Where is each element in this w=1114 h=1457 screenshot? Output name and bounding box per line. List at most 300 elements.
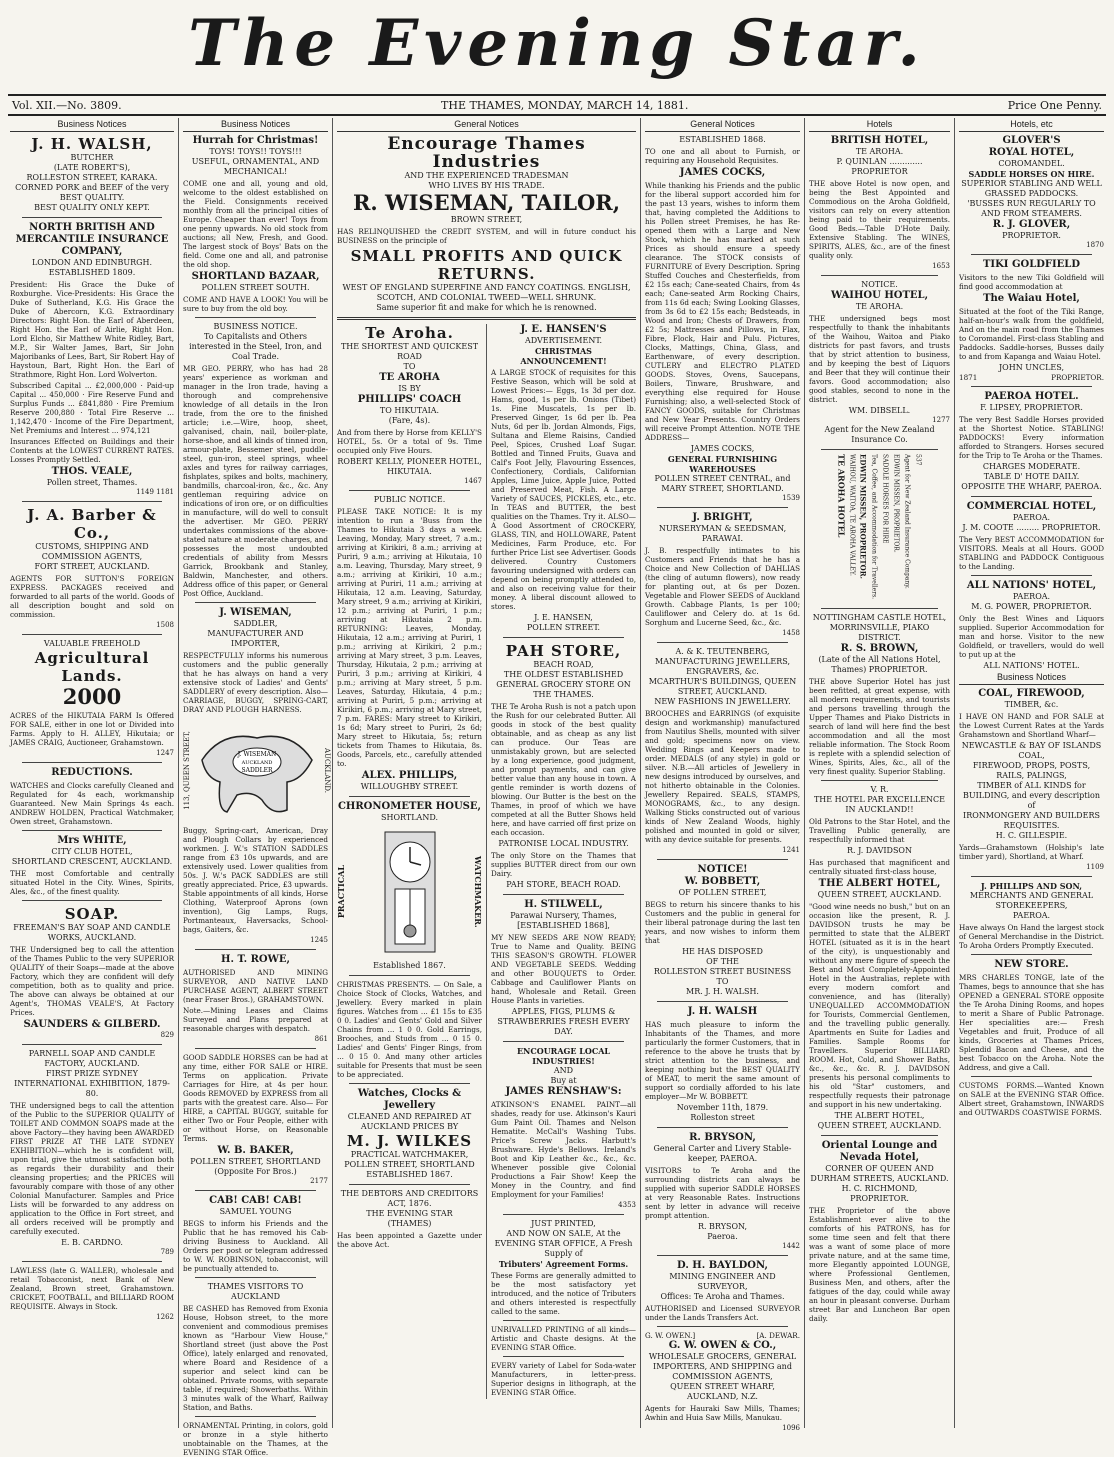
ad-addr: BEACH ROAD, [533,660,594,669]
dateline [8,94,1106,116]
ad-number: 4353 [618,1201,636,1209]
ad-sub: (Late of the All Nations Hotel, Thames) PROPRIETOR. [818,655,941,674]
ad-body: The only Store on the Thames that supplies BUTTER direct from our own Dairy. [491,851,636,878]
column-5 [804,118,954,1428]
column-6 [954,118,1108,1428]
ad-sub: NEWCASTLE & BAY OF ISLANDS COAL, [961,741,1102,760]
ad-body: J. B. respectfully intimates to his Customers and Friends that he has a Choice and New Collection of DAHLIAS (the cling of autumn flowers), now ready for planting out, at 6s per Dozen. Vegetable and Flower SEEDS of Auckland Growth. Cabbage Plants, 1s per 100; Cauliflower and Celery do. at 1s 6d. Sorghum and Lucerne Seed, &c., &c. [645,546,800,627]
ad-title: SMALL PROFITS AND QUICK RETURNS. [350,247,623,283]
volume-number: Vol. XII.—No. 3809. [12,98,122,112]
ad-body: BE CASHED has Removed from Exonia House, Hobson street, to the more convenient and commodious premises known as "Harbour View House," Shortland street (just above the Post Office), lately enlarged and renovated, where Board and Residence of a superior and select kind can be obtained. Private rooms, with separate table, if required; Showerbaths. Within 3 minutes walk of the Wharf, Railway Station, and Baths. [183,1304,328,1412]
ad-title: REDUCTIONS. [51,767,133,778]
ad-sub: [ESTABLISHED 1868], [517,921,610,930]
ad-sub: OPPOSITE THE WHARF, PAEROA. [961,482,1102,491]
ad-sub: ESTABLISHED 1809. [48,268,136,277]
ad-body: MY NEW SEEDS ARE NOW READY; True to Name and Quality. BEING THIS SEASON'S GROWTH. FLOWER AND VEGETABLE SEEDS. Wedding and other BOUQUETS to Order. Cabbage and Cauliflower Plants on hand, Wholesale and Retail. Green House Plants in varieties. [491,933,636,1005]
ad-sub: CHARGES MODERATE. [982,462,1081,471]
ad-body: BROOCHES and EARRINGS (of exquisite design and workmanship) manufactured from Nautilus Shells, mounted with silver and gold; specimens now on view. Wedding Rings and Keepers made to order. MEDALS (of any style) in gold or silver. N.B.—All articles of Jewellery in new designs introduced by ourselves, and not hitherto obtainable in the Colonies. Jewellery Repaired. SEALS, STAMPS, MONOGRAMS, &c., to any design. Walking Sticks constructed out of various kinds of New Zealand Woods, highly polished and mounted in gold or silver, with any device suitable for presents. [645,709,800,844]
ad-date: November 11th, 1879. [676,1103,769,1112]
rotated-line: WAIHOU, WAITOA, TE AROHA VALLEY. [848,454,856,576]
ad-body: THE Proprietor of the above Establishment ever alive to the comforts of his PATRONS, has for some time seen and felt that there was a want of some place of more private nature, and at the same time, more Elegantly appointed LOUNGE, where Professional Gentlemen, Business Men, and others, after the fatigues of the day, could while away an hour in pleasant converse. Durham street Bar and Luncheon Bar open daily. [809,1206,950,1323]
ad-sub: MR. J. H. WALSH. [686,987,759,996]
ad-big-number: 2000 [62,684,122,709]
ad-sub: PROPRIETOR. [1051,373,1104,382]
rotated-line: Tea, Coffee, and Accommodation for Travellers. [870,454,878,600]
ad-sub: ESTABLISHED 1868. [679,135,766,144]
ad-body: Subscribed Capital ... £2,000,000 · Paid-up Capital ... 450,000 · Fire Reserve Fund and Surplus Funds ... £841,880 · Fire Premium Reserve 200,880 · Total Fire Reserve ... 1,142,470 · Income of the Fire Department, Net Premiums and Interest ... 974,121 [10,381,174,435]
ad-sub: FIREWOOD, PROPS, POSTS, RAILS, PALINGS, [972,761,1091,780]
ad-sig: SHORTLAND BAZAAR, [191,271,320,282]
ad-title: J. H. WALSH [687,1006,758,1017]
ad-body: Situated at the foot of the Tiki Range, half-an-hour's walk from the goldfield, And on the main road from the Thames to Coromandel. First-class Stabling and Paddocks. Saddle-horses, Busses daily to and from Kapanga and Waiau Hotel. [959,307,1104,361]
ad-addr: PAEROA. [1012,513,1051,522]
ad-title: Mrs WHITE, [57,835,127,846]
ad-sub: IRONMONGERY AND BUILDERS REQUISITES. [963,811,1100,830]
ad-sub: 'BUSSES RUN REGULARLY TO AND FROM STEAMERS. [967,199,1096,218]
ad-sub: Agent for the New Zealand Insurance Co. [824,425,935,444]
ad-addr: PAEROA. [1012,911,1051,920]
ad-sub: PROPRIETOR. [1002,231,1061,240]
ad-number: 1109 [1086,863,1104,871]
rotated-line: TE AROHA HOTEL [836,454,847,538]
ad-body: ORNAMENTAL Printing, in colors, gold or bronze in a style hitherto unobtainable on the Thames, at the EVENING STAR Office. [183,1421,328,1457]
ad-sub: FREEMAN'S BAY SOAP AND CANDLE WORKS, AUCKLAND. [13,923,171,942]
ad-sub: THE SHORTEST AND QUICKEST ROAD [340,342,479,361]
ad-sig: ROBERT KELLY, PIONEER HOTEL, HIKUTAIA. [337,457,482,476]
ad-number: 1096 [782,1424,800,1432]
ad-title: R. BRYSON, [689,1132,756,1143]
column-1 [6,118,178,1428]
ad-sub: TIMBER of ALL KINDS for BUILDING, and every description of [962,781,1100,810]
ad-sub: LONDON AND EDINBURGH. [31,258,153,267]
ad-body: Note.—Mining Leases and Claims Surveyed and Plans prepared at reasonable charges with despatch. [183,1006,328,1033]
ad-body: THE Te Aroha Rush is not a patch upon the Rush for our celebrated Butter. All goods in stock of the best quality obtainable, and as cheap as any list can produce. Our Teas are unmistakably grown, but are selected by a long experience, good judgment, and prompt payments, and can give better value than any house in town. A gentle reminder is worth dozens of blowing. Our Butter is the best on the Thames, in proof of which we have competed at all the Butter Shows held here, and have carried off first prize on each occasion. [491,702,636,837]
ad-addr: TE AROHA. [855,147,904,156]
ad-title: Tributers' Agreement Forms. [498,1259,629,1269]
ad-body: ACRES of the HIKUTAIA FARM Is Offered FOR SALE, either in one lot or Divided into Farms. Apply to H. ALLEY, Hikutaia; or JAMES CRAIG, Auctioneer, Grahamstown. [10,711,174,747]
ad-addr: POLLEN STREET. [526,623,601,632]
ad-sub: M. G. POWER, PROPRIETOR. [971,602,1092,611]
ad-number: 1467 [464,477,482,485]
ad-tag: BEST QUALITY ONLY KEPT. [34,203,150,212]
ad-body: CHRISTMAS PRESENTS. — On Sale, a Choice Stock of Clocks, Watches, and Jewellery. Every marked in plain figures. Watches from ... £1 15s to £35 0 0. Ladies' and Gents' Gold and Silver Chains from ... 1 0 0. Gold Earrings, Brooches, and Studs from ... 0 15 0. Ladies' and Gents' Finger Rings, from ... 0 15 0. And many other articles suitable for Presents that must be seen to be appreciated. [337,980,482,1079]
ad-body: A LARGE STOCK of requisites for this Festive Season, which will be sold at Lowest Prices:— Eggs, 1s 3d per doz. Hams, good, 1s per lb. Onions (Tibet) 1s. Fine Muscatels, 1s per lb. Preserved Ginger, 1s 6d per lb. Pea Nuts, 6d per lb. Jordan Almonds, Figs, Sultana and Eleme Raisins, Candied Peel, Spices, Crushed Loaf Sugar. Bottled and Tinned Fruits, Guava and Calf's Foot Jelly, Flavouring Essences, Confectionery, Cordials, Californian Apples, Lime Juice, Apple Juice, Potted and Preserved Meat, Fish. A Large Variety of SAUCES, PICKLES, etc., etc. In TEAS and BUTTER, the best qualities on the Thames. Try it. ALSO— A Good Assortment of CROCKERY, GLASS, TIN, and HOLLOWARE, Patent Medicines, Farm Produce, etc. For further Price List see Advertiser. Goods delivered. Country Customers favouring undersigned with orders can depend on being promptly attended to, and also on receiving value for their money. A liberal discount allowed to stores. [491,368,636,611]
ad-body: PLEASE TAKE NOTICE: It is my intention to run a 'Buss from the Thames to Hikutaia 3 days a week. Leaving, Monday, Mary street, 7 a.m.; arriving at Kirikiri, 8 a.m.; arriving at Puriri, 9 a.m.; arriving at Hikutaia, 10 a.m. Leaving, Thursday, Mary street, 9 a.m.; arriving at Kirikiri, 10 a.m.; arriving at Puriri, 11 a.m.; arriving at Hikutaia, 12 a.m. Leaving, Saturday, Mary street, 9 a.m.; arriving at Kirikiri, 12 p.m.; arriving at Puriri, 1 p.m.; arriving at Hikutaia 2 p.m. RETURNING: Leaves, Monday, Hikutaia, 12 a.m.; arriving at Puriri, 1 p.m.; arriving at Kirikiri, 2 p.m.; arriving at Mary street, 3 p.m. Leaves, Thursday, Hikutaia, 2 p.m.; arriving at Puriri, 3 p.m.; arriving at Kirikiri, 4 p.m.; arriving at Mary street, 5 p.m. Leaves, Saturday, Hikutaia, 4 p.m.; arriving at Puriri, 5 p.m.; arriving at Kirikiri, 6 p.m.; arriving at Mary street, 7 p.m. FARES: Mary street to Kirikiri, 1s 6d; Mary street to Puriri, 2s 6d; Mary street to Hikutaia, 5s; return tickets from Thames to Hikutaia, 8s. Goods, Parcels, etc., carefully attended to. [337,507,482,768]
ad-sig: R. J. DAVIDSON [847,846,912,855]
ad-title: R. S. BROWN, [840,643,919,654]
ad-title: NORTH BRITISH AND MERCANTILE INSURANCE COMPANY, [15,222,169,257]
ad-title: PAH STORE, [505,642,622,660]
ad-sub: ROLLESTON STREET BUSINESS [653,967,792,976]
ad-body: HAS much pleasure to inform the Inhabitants of the Thames, and more particularly the former Customers, that in reference to the above he trusts that by strict attention to the business, and keeping nothing but the BEST QUALITY of MEAT, to merit the same amount of support so cordially afforded to his late employer—Mr W. BOBBETT. [645,1020,800,1101]
ad-sub: To Capitalists and Others interested in the Steel, Iron, and Coal Trade. [189,332,322,361]
ad-number: 1871 [959,373,978,382]
ad-number: 1241 [782,846,800,854]
ad-addr: PAEROA. [1012,592,1051,601]
owen-partners [645,1331,800,1340]
ad-body: These Forms are generally admitted to be the most satisfactory yet introduced, and the notice of Tributers and others interested is respectfully called to the same. [491,1271,636,1316]
column-3 [332,118,640,1428]
ad-title: W. BOBBETT, [684,876,761,887]
ad-sub: ADVERTISEMENT. [524,336,603,345]
ad-title: D. H. BAYLDON, [677,1260,768,1271]
ad-body: BEGS to return his sincere thanks to his Customers and the public in general for their liberal patronage during the last ten years, and now wishes to inform them that [645,900,800,945]
ad-title: COMMERCIAL HOTEL, [966,501,1097,512]
ad-sub: CUSTOMS, SHIPPING AND COMMISSION AGENTS, [35,542,149,561]
ad-addr: WILLOUGHBY STREET. [360,782,459,791]
ad-number: 861 [314,1035,328,1043]
clock-left-label: PRACTICAL [336,865,346,919]
ad-body: MRS CHARLES TONGE, late of the Thames, begs to announce that she has OPENED a GENERAL STORE opposite the Te Aroha Dining Rooms, and hopes to merit a Share of Public Patronage. Her specialities are:— Fresh Vegetables and fruit, Produce of all kinds, Groceries at Thames Prices, Splendid Bacon and Cheese, and the best Tobacco on the Aroha. Note the Address, and give a Call. [959,973,1104,1072]
ad-number: 1539 [782,494,800,502]
ad-sub: PATRONISE LOCAL INDUSTRY. [498,839,629,848]
ad-partner: [A. DEWAR. [756,1331,800,1340]
ad-title: PUBLIC NOTICE. [373,495,446,504]
ad-sub: (THAMES) [387,1219,432,1228]
ad-sub: NOTICE. [861,280,898,289]
ad-body: RESPECTFULLY informs his numerous customers and the public generally that he has always on hand a very extensive stock of Ladies' and Gents' SADDLERY of every description. Also—CARRIAGE, BUGGY, SPRING-CART, DRAY AND PLOUGH HARNESS. [183,651,328,714]
ad-body: CORNED PORK and BEEF of the very BEST QUALITY. [15,183,169,202]
ad-body: President: His Grace the Duke of Roxburghe. Vice-Presidents: His Grace the Duke of Sutherland, K.G. His Grace the Duke of Abercorn, K.G. Extraordinary Directors: Right Hon. the Earl of Aberdeen, Right Hon. the Earl of Airlie, Right Hon. Lord Elcho, Sir Matthew White Ridley, Bart, M.P., Sir Walter James, Bart, Sir John Majoribanks of Lees, Bart, Sir Robert Hay of Haystoun, Bart, Right Hon. the Earl of Strathmore, Right Hon. Lord Wolverton. [10,280,174,379]
ad-sub: V. R. [870,785,889,794]
ad-body: Buggy, Spring-cart, American, Dray and Plough Collars by experienced workmen. J. W.'s STATION SADDLES range from £3 10s upwards, and are extensively used. Lower qualities from 50s. J. W.'s PACK SADDLES are still greatly appreciated. Price, £3 upwards. Stable appointments of all kinds, Horse Clothing, Waterproof Aprons (own invention), Gig Lamps, Rugs, Portmanteaux, Haversacks, School-bags, Gaiters, &c. [183,826,328,934]
ad-body: The very Best Saddle Horses provided at the Shortest Notice. STABLING! PADDOCKS! Every information afforded to Strangers. Horses secured for the Trip to Te Aroha or the Thames. [959,415,1104,460]
ad-sub: TABLE D' HOTE DAILY. [983,472,1080,481]
ad-title: M. J. WILKES [346,1132,473,1150]
ad-sub: WHOLESALE GROCERS, GENERAL IMPORTERS, AND SHIPPING and COMMISSION AGENTS, [648,1352,797,1381]
columns [6,118,1108,1457]
ad-sig: THOS. VEALE, [51,466,133,477]
ad-sub: AND THE EXPERIENCED TRADESMAN [404,171,569,180]
ad-sig: R. BRYSON, [697,1222,748,1231]
ad-title: J. E. HANSEN'S [520,324,607,335]
ad-body: Agents for Hauraki Saw Mills, Thames; Awhin and Huia Saw Mills, Manukau. [645,1404,800,1422]
ad-body: AGENTS FOR SUTTON'S FOREIGN EXPRESS. PACKAGES received and forwarded to all parts of the world. Goods of all description bought and sold on commission. [10,574,174,619]
ad-title: J. PHILLIPS AND SON, [980,881,1083,891]
ad-body: MR GEO. PERRY, who has had 28 years' experience as workman and manager in the Iron trade, having a thorough and comprehensive knowledge of all details in the Iron trade, from the ore to the finished article; i.e.—Wire, hoop, sheet, galvanised, chain, nail, boiler-plate, horse-shoe, and all kinds of tinned iron, armour-plate, Bessemer steel, puddle-steel, gun-iron, steel springs, wheel axles and tyres for railway carriages, fishplates, spikes and bolts, machinery, bandmills, charcoal-iron, &c., &c. Any gentleman requiring advice on indications of iron ore, or on difficulties in manufacture, will do well to consult the advertiser. Mr GEO. PERRY undertakes commissions of the above-stated nature at moderate charges, and possesses the most undoubted credentials of ability from Messrs Garrick, Brookbank and Stanley, Baldwin, Manchester, and others. Address office of this paper, or General Post Office, Auckland. [183,364,328,598]
ad-sub: PRACTICAL WATCHMAKER, [350,1150,469,1159]
ad-title: J. A. Barber & Co., [27,506,157,542]
ad-title: The Waiau Hotel, [983,293,1080,304]
ad-title: ENCOURAGE LOCAL INDUSTRIES! [516,1046,611,1066]
column-3-left [337,324,482,1399]
ad-body: Insurances Effected on Buildings and their Contents at the LOWEST CURRENT RATES. Losses Promptly Settled. [10,437,174,464]
ad-title: ROYAL HOTEL, [988,147,1075,158]
ad-sub: MERCHANTS AND GENERAL STOREKEEPERS, [969,891,1094,910]
ad-addr: Rolleston street [690,1113,755,1122]
saddle-mark-2: AUCKLAND [241,760,273,766]
ad-title: WAIHOU HOTEL, [830,290,929,301]
saddle-mark-1: J. WISEMAN [237,751,277,758]
ad-sig: H. C. GILLESPIE. [995,831,1068,840]
ad-title: Hurrah for Christmas! [192,135,319,146]
ad-sub: WHO LIVES BY HIS TRADE. [428,181,545,190]
ad-body: BEGS to inform his Friends and the Public that he has removed his Cab-driving Business to Auckland. All Orders per post or telegram addressed to W. W. ROBINSON, tobacconist, will be punctually attended to. [183,1219,328,1273]
ad-number: 1277 [932,416,950,424]
ad-body: GOOD SADDLE HORSES can be had at any time, either FOR SALE or HIRE. Terms on application. Private Carriages for Hire, at 4s per hour. Goods REMOVED by EXPRESS from all parts with the greatest care. Also— For HIRE, a CAPITAL BUGGY, suitable for either Two or Four People, either with or without Horse, on Reasonable Terms. [183,1053,328,1143]
ad-addr: CORNER OF QUEEN AND DURHAM STREETS, AUCKLAND. [810,1164,949,1183]
column-2 [178,118,332,1457]
ad-sub: TO [716,977,729,986]
saddle-illustration [183,716,331,824]
ad-sub: CLEANED AND REPAIRED AT AUCKLAND PRICES BY [347,1112,472,1131]
column-header: Business Notices [959,671,1104,685]
ad-body: WATCHES and Clocks carefully Cleaned and Regulated for 4s each, workmanship Guaranteed. New Main Springs 4s each. ANDREW HOLDEN, Practical Watchmaker, Owen street, Grahamstown. [10,781,174,826]
ad-title: ALL NATIONS' HOTEL, [966,580,1097,591]
ad-sub: Same superior fit and make for which he is renowned. [376,303,597,312]
ad-title: JAMES COCKS, [679,167,766,178]
ad-title: TE AROHA [379,372,440,383]
column-header: Business Notices [10,118,174,132]
ad-title: JAMES RENSHAW'S: [505,1086,622,1097]
ad-body: THE above Superior Hotel has just been refitted, at great expense, with all modern requirements, and tourists and persons travelling through the Upper Thames and Piako Districts in search of land will here find the best accommodation and all the most reliable information. The Stock Room is replete with a splendid selection of Wines, Spirits, Ales, &c., all of the very finest quality. Superior Stabling. [809,677,950,776]
price: Price One Penny. [1007,98,1102,112]
ad-sub: AND [553,1066,574,1075]
ad-addr: QUEEN STREET WHARF, AUCKLAND, N.Z. [670,1382,775,1401]
rotated-line: Agent for New Zealand Insurance Company. [903,454,911,589]
ad-body: LAWLESS (late G. WALLER), wholesale and retail Tobacconist, next Bank of New Zealand, Brown street, Grahamstown. CRICKET, FOOTBALL, and BILLIARD ROOM REQUISITE. Always in Stock. [10,1266,174,1311]
ad-sub: VALUABLE FREEHOLD [43,639,141,648]
ad-sub: HE HAS DISPOSED [682,947,763,956]
ad-body: And from there by Horse from KELLY'S HOTEL, 5s. Or a total of 9s. Time occupied only Five Hours. [337,428,482,455]
ad-number: 1442 [782,1242,800,1250]
ad-number: 1245 [310,936,328,944]
rotated-line: EDWIN MISSEN, PROPRIETOR. [892,454,900,553]
ad-body: "Good wine needs no bush," but on an occasion like the present, R. J. DAVIDSON trusts he may be permitted to state that the ALBERT HOTEL (situated as it is in the heart of the city), is unquestionably and without any mere figure of speech the Best and Most Completely-Appointed Hotel in the Australias, replete with every modern comfort and convenience, and has (literally) UNEQUALLED ACCOMMODATION for Tourists, Commercial Gentlemen, and the travelling public generally. Apartments en Suite for Ladies and Families. Sample Rooms for Travellers. Superior BILLIARD ROOM. Hot, Cold, and Shower Baths, &c., &c., &c. R. J. DAVIDSON presents his personal compliments to his old "Star" customers, and respectfully requests their patronage and support in his new undertaking. [809,902,950,1109]
ad-addr: BROWN STREET, [450,215,523,224]
ad-title: THE DEBTORS AND CREDITORS ACT, 1876. [340,1189,479,1208]
ad-addr: SHORTLAND CRESCENT, AUCKLAND. [11,857,173,866]
ad-sub: (LATE ROBERT'S), [53,163,131,172]
ad-title: G. W. OWEN & CO., [668,1340,777,1351]
ad-sig: R. J. GLOVER, [992,219,1071,230]
ad-sub: General Carter and Livery Stable-keeper, PAEROA. [653,1144,792,1163]
ad-body: I HAVE ON HAND and FOR SALE at the Lowest Current Rates at the Yards Grahamstown and Shortland Wharf— [959,712,1104,739]
column-header: General Notices [337,118,636,132]
ad-title: NOTTINGHAM CASTLE HOTEL, [812,613,947,622]
ad-title: J. H. WALSH, [31,135,153,153]
ad-body: THE undersigned begs to call the attention of the Public to the SUPERIOR QUALITY of TOILET AND COMMON SOAPS made at the above Factory—they having been AWARDED FIRST PRIZE AT THE LATE SYDNEY EXHIBITION—which he is confident will, upon trial, give the utmost satisfaction both as regards their durability and their cleansing properties; and the PRICES will favourably compare with those of any other Colonial Manufacturer. Samples and Price Lists will be forwarded to any address on application to the Office in Fort street, and all orders received will be promptly and carefully executed. [10,1101,174,1236]
ad-title: H. STILWELL, [524,899,603,910]
ad-addr: POLLEN STREET, SHORTLAND [344,1160,475,1169]
ad-addr: Offices: Te Aroha and Thames. [660,1292,785,1301]
ad-body: ATKINSON'S ENAMEL PAINT—all shades, ready for use. Atkinson's Kauri Gum Paint Oil. Thames and Nelson Hematite. McCall's Washing Tubs. Price's Screw Jacks. Harbutt's Brushware. Hyde's Bellows. Ireland's Boot and Kip Leather &c., &c., &c. Whenever possible give Colonial Productions a Fair Show! Keep the Money in the Country, and find Employment for your Families! [491,1100,636,1199]
ad-sub: AND NOW ON SALE, At the EVENING STAR OFFICE, A Fresh Supply of [494,1229,633,1258]
ad-sub: Buy at [550,1076,577,1085]
ad-body: AUTHORISED AND MINING SURVEYOR, AND NATIVE LAND PURCHASE AGENT, ALBERT STREET (near Fraser Bros.), GRAHAMSTOWN. [183,968,328,1004]
ad-sub: THE EVENING STAR [366,1209,453,1218]
ad-addr: FORT STREET, AUCKLAND. [34,562,150,571]
ad-sig: JAMES COCKS, [690,444,755,453]
ad-addr: QUEEN STREET, AUCKLAND. [817,1121,942,1130]
ad-number: 2177 [310,1177,328,1185]
ad-title: GLOVER'S [1002,135,1061,146]
ad-body: TO one and all about to Furnish, or requiring any Household Requisites. [645,147,800,165]
ad-sub: SADDLER, [233,619,278,628]
ad-addr: MORRINSVILLE, PIAKO DISTRICT. [829,623,930,642]
issue-date: THE THAMES, MONDAY, MARCH 14, 1881. [441,98,689,112]
ad-sub: WEST OF ENGLAND SUPERFINE AND FANCY COATINGS. ENGLISH, SCOTCH, AND COLONIAL TWEED—WELL SHRUNK. [342,283,631,302]
ad-sub: ROLLESTON STREET, KARAKA. [26,173,158,182]
ad-body: THE above Hotel is now open, and being the Best Appointed and Commodious on the Aroha Goldfield, visitors can rely on every attention being paid to their requirements. Good Beds.—Table D'Hote Daily. Extensive Stabling. The WINES, SPIRITS, ALES, &c., are of the finest quality only. [809,179,950,260]
ad-body: VISITORS to Te Aroha and the surrounding districts can always be supplied with superior SADDLE HORSES at very Reasonable Rates. Instructions sent by letter in advance will receive prompt attention. [645,1166,800,1220]
clock-icon [365,827,455,957]
ad-body: UNRIVALLED PRINTING of all kinds—Artistic and Chaste designs. At the EVENING STAR Office. [491,1325,636,1352]
ad-body: COME AND HAVE A LOOK! You will be sure to buy from the old boy. [183,295,328,313]
saddle-left-label: 113, QUEEN STREET, [183,730,191,810]
ad-addr: POLLEN STREET CENTRAL, and MARY STREET, SHORTLAND. [654,474,791,493]
rotated-line: SADDLE HORSES FOR HIRE [881,454,889,544]
column-4 [640,118,804,1432]
ad-sig: H. C. RICHMOND, [841,1184,918,1193]
ad-body: The Very BEST ACCOMMODATION for VISITORS. Meals at all Hours. GOOD STABLING and PADDOCK Contiguous to the Landing. [959,535,1104,571]
ad-body: HAS RELINQUISHED the CREDIT SYSTEM, and will in future conduct his BUSINESS on the principle of [337,227,636,245]
ad-sig: THE ALBERT HOTEL, [834,1111,925,1120]
ad-number: 1247 [156,749,174,757]
ad-title: J. WISEMAN, [219,607,292,618]
ad-number: 1262 [156,1313,174,1321]
ad-sub: ALL NATIONS' HOTEL. [983,661,1080,670]
clock-right-label: WATCHMAKER. [473,856,483,928]
ad-addr: PARAWAI. [701,534,744,543]
ad-addr: TE AROHA. [855,302,904,311]
ad-title: CHRONOMETER HOUSE, [337,801,482,812]
ad-addr: SHORTLAND. [381,813,438,822]
ad-sub: NURSERYMAN & SEEDSMAN, [658,524,787,533]
ad-title: BRITISH HOTEL, [830,135,929,146]
ad-title: BUSINESS NOTICE. [213,322,298,331]
clock-illustration [337,823,482,961]
ad-sig: J. E. HANSEN, [534,613,593,622]
ad-sub: GENERAL FURNISHING WAREHOUSES [667,454,778,474]
ad-title: Oriental Lounge and Nevada Hotel, [821,1140,938,1163]
uncles-footer [959,373,1104,382]
ad-sub: CHRISTMAS ANNOUNCEMENT! [520,346,607,366]
ad-sig: ALEX. PHILLIPS, [361,770,458,781]
ad-number: 789 [160,1248,174,1256]
ad-sub: F. LIPSEY, PROPRIETOR. [980,403,1083,412]
ad-sub: P. QUINLAN ............. PROPRIETOR [836,157,923,176]
rotated-line: EDWIN MISSEN, PROPRIETOR. [858,454,868,579]
ad-number: 1653 [932,262,950,270]
ad-sub: THE OLDEST ESTABLISHED GENERAL GROCERY STORE ON THE THAMES. [496,670,631,699]
masthead [0,0,1114,88]
ad-number: 829 [160,1031,174,1039]
ad-sub: SUPERIOR STABLING AND WELL GRASSED PADDOCKS. [961,179,1102,198]
ad-title: THE ALBERT HOTEL, [818,878,941,889]
ad-body: THE most Comfortable and centrally situated Hotel in the City. Wines, Spirits, Ales, &c., of the finest quality. [10,869,174,896]
ad-addr: OF POLLEN STREET, [678,888,767,897]
ad-sub: MANUFACTURER AND IMPORTER, [207,629,304,648]
ad-sub: CITY CLUB HOTEL, [51,847,133,856]
ad-partner: G. W. OWEN.] [645,1331,696,1340]
column-3-right [486,324,636,1399]
ad-body: THE undersigned begs most respectfully to thank the inhabitants of the Waihou, Waitoa and Piako districts for past favors, and trusts that by strict attention to business, and by keeping the best of Liquors and Beer that they will continue their favors. Good accommodation; also good stables, second to none in the district. [809,314,950,404]
ad-sig: WM. DIBSELL. [848,406,911,415]
ad-number: 1149 1181 [136,488,174,496]
column-header: Hotels [809,118,950,132]
ad-title: Te Aroha. [365,324,454,342]
ad-title: JUST PRINTED, [531,1219,596,1228]
ad-addr: MCARTHUR'S BUILDINGS, QUEEN STREET, AUCKLAND. [648,677,797,696]
ad-title: THAMES VISITORS TO AUCKLAND [207,1282,304,1301]
ad-sub: NEW FASHIONS IN JEWELLERY. [654,697,791,706]
ad-sub: J. M. COOTE ......... PROPRIETOR. [962,523,1101,532]
column-header: Hotels, etc [959,118,1104,132]
ad-sub: FIRST PRIZE SYDNEY INTERNATIONAL EXHIBITION, 1879-80. [14,1069,170,1098]
ad-title: Watches, Clocks & Jewellery [357,1088,462,1111]
ad-sig: PAH STORE, BEACH ROAD. [506,880,621,889]
ad-title: PAEROA HOTEL. [984,391,1079,402]
ad-addr: Pollen street, Thames. [46,478,138,487]
ad-body: EVERY variety of Label for Soda-water Manufacturers, in letter-press. Superior designs in lithograph, at the EVENING STAR Office. [491,1361,636,1397]
ad-sub: ESTABLISHED 1867. [366,1170,453,1179]
ad-addr: COROMANDEL. [998,159,1065,168]
ad-sub: IS BY [398,384,421,393]
ad-body: Have always On Hand the largest stock of General Merchandise in the District. To Aroha Orders Promptly Executed. [959,923,1104,950]
ad-sub: MINING ENGINEER AND SURVEYOR, [669,1272,776,1291]
ad-sub: OF THE [706,957,739,966]
ad-number: 1458 [782,629,800,637]
ad-sub: TO HIKUTAIA. [379,406,440,415]
ad-body: Only the Best Wines and Liquors supplied. Superior Accommodation for man and horse. Visitor to the new Goldfield, or travellers, would do well to put up at the [959,614,1104,659]
ad-sub: TIMBER, &c. [1004,700,1059,709]
column-3-split [337,324,636,1399]
ad-body: THE Undersigned beg to call the attention of the Thames Public to the very SUPERIOR QUALITY of their Soaps—made at the above Factory, which they are confident will defy competition, both as to quality and price. The above can always be obtained at our Agent's, THOMAS VEALE'S, At Factory Prices. [10,945,174,1017]
ad-number: 537 [914,454,922,466]
ad-title: NOTICE! [697,864,748,875]
saddle-right-label: AUCKLAND. [323,747,331,793]
ad-sub: USEFUL, ORNAMENTAL, AND MECHANICAL! [191,157,320,176]
ad-sub: PROPRIETOR. [850,1194,909,1203]
ad-title: SOAP. [64,905,120,923]
ad-title: COAL, FIREWOOD, [978,688,1085,699]
ad-number: 1508 [156,621,174,629]
ad-sig: E. B. CARDNO. [61,1238,123,1247]
ad-body: Yards—Grahamstown (Holship's late timber yard), Shortland, at Wharf. [959,843,1104,861]
ad-body: AUTHORISED and Licensed SURVEYOR under the Lands Transfers Act. [645,1304,800,1322]
ad-number: 1870 [1086,241,1104,249]
ad-sig: W. B. BAKER, [217,1145,294,1156]
ad-body: Has been appointed a Gazette under the above Act. [337,1231,482,1249]
ad-body: While thanking his Friends and the public for the liberal support accorded him for the past 13 years, wishes to inform them that, having completed the Additions to his Pollen street Premises, he has Re-opened them with a Large and New Stock, which he has marked at such Prices as should ensure a speedy clearance. The STOCK consists of FURNITURE of Every Description. Spring Stuffed Couches and Chesterfields, from £2 15s each; Cane-seated Chairs, from 4s each; Cane-seated Arm Rocking Chairs, from 11s 6d each; Swing Looking Glasses, from 3s 6d to £2 15s each; Bedsteads, in Wood and Iron; Chests of Drawers, from £2 5s; Mattresses and Pillows, in Flax, Fibre, Flock, Hair and Pulu. Pictures, Clocks, Mattings, China, Glass, and Earthenware, of every description. CUTLERY and ELECTRO PLATED GOODS. Stoves, Ovens, Saucepans, Boilers, Tinware, Brushware, and everything else required for House Furnishing; also, a well-selected Stock of FANCY GOODS, suitable for Christmas and New Year Presents. Country Orders will receive Prompt Attention. NOTE THE ADDRESS— [645,181,800,442]
ad-addr: Paeroa. [707,1232,738,1241]
ad-body: COME one and all, young and old, welcome to the oldest established on the Field. Consignments received monthly from all the principal cities of Europe. Cheaper than ever! Toys from one penny upwards. No old stock from auctions; all New, Fresh, and Good. The largest stock of Boys' Bats on the field. Come one and all, and patronise the old shop. [183,179,328,269]
saddle-icon [192,720,322,820]
ad-sig: SAUNDERS & GILBERD. [23,1019,161,1030]
ad-addr: POLLEN STREET, SHORTLAND (Opposite For Bros.) [190,1157,321,1176]
ad-sub: SADDLE HORSES ON HIRE. [968,169,1095,179]
ad-title: R. WISEMAN, TAILOR, [352,190,621,215]
column-header: Business Notices [183,118,328,132]
ad-sub: (Fare, 4s). [388,416,431,425]
ad-title: A. & K. TEUTENBERG, [675,647,770,656]
ad-tag: APPLES, FIGS, PLUMS & STRAWBERRIES FRESH EVERY DAY. [497,1007,630,1036]
ad-sub: BUTCHER [70,153,114,162]
ad-body: Visitors to the new Tiki Goldfield will find good accommodation at [959,273,1104,291]
ad-title: PARNELL SOAP AND CANDLE FACTORY, AUCKLAND. [28,1049,156,1068]
rotated-ad [809,454,950,604]
ad-title: NEW STORE. [994,959,1069,970]
ad-body: Old Patrons to the Star Hotel, and the Travelling Public generally, are respectfully informed that [809,817,950,844]
ad-title: Encourage Thames Industries [387,134,586,172]
ad-title: Agricultural Lands. [34,649,150,685]
ad-title: J. BRIGHT, [692,512,753,523]
ad-body: Has purchased that magnificent and centrally situated first-class house, [809,858,950,876]
newspaper-title: The Evening Star. [188,6,926,81]
ad-title: PHILLIPS' COACH [357,394,462,405]
ad-sub: SAMUEL YOUNG [219,1207,292,1216]
